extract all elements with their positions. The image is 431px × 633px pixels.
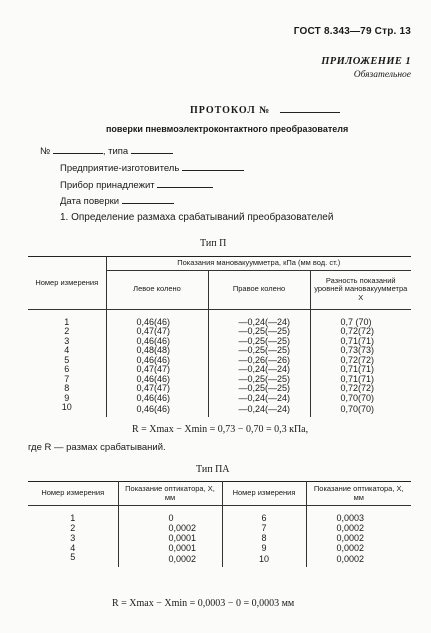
table-cell: 8 [28,384,106,394]
table-cell: 0,0001 [118,534,222,544]
table2-header-measurement-2: Номер измерения [222,482,306,506]
table-cell: 1 [28,309,106,327]
table-cell: —0,25(—25) [208,337,310,347]
number-label: № [40,146,51,157]
appendix-subtitle: Обязательное [353,70,411,80]
table-cell: 4 [28,544,118,554]
protocol-subtitle: поверки пневмоэлектроконтактного преобразователя [106,124,349,134]
table-cell: —0,24(—24) [208,309,310,327]
table1 [28,256,411,417]
table-cell: 7 [28,375,106,385]
form-number-row [40,146,173,157]
table-row [28,553,411,567]
form-date-row [60,196,174,207]
table-cell: 0,70(70) [310,403,411,417]
table2-name: Тип ПА [196,464,230,475]
table-cell: 10 [222,553,306,567]
table-cell: 0,0002 [118,524,222,534]
table-cell: 0,73(73) [310,346,411,356]
table-cell: 0,46(46) [106,337,208,347]
table-cell: —0,24(—24) [208,403,310,417]
table-cell: 2 [28,524,118,534]
table-cell: 0,0002 [306,524,411,534]
table-cell: 0,46(46) [106,403,208,417]
table-cell: 0,71(71) [310,365,411,375]
type-blank [131,152,173,154]
date-label: Дата поверки [60,196,120,207]
table-cell: 8 [222,534,306,544]
table-cell: 0,71(71) [310,375,411,385]
table-row [28,309,411,327]
formula-note: где R — размах срабатываний. [28,442,166,453]
form-owner-row [60,180,213,191]
manufacturer-blank [182,169,244,171]
table-cell: 0,7 (70) [310,309,411,327]
formula-1: R = Xmax − Xmin = 0,73 − 0,70 = 0,3 кПа, [132,424,309,435]
table-cell: —0,25(—25) [208,346,310,356]
table-cell: 0,0002 [306,534,411,544]
table-row [28,403,411,417]
table-cell: 0,47(47) [106,384,208,394]
table-cell: 0,72(72) [310,356,411,366]
table-cell: 4 [28,346,106,356]
table2 [28,481,411,567]
table-cell: 10 [28,403,106,417]
table-row [28,506,411,524]
table-row [28,544,411,554]
table-cell: 0,71(71) [310,337,411,347]
table-cell: 7 [222,524,306,534]
table-cell: 0,0002 [118,553,222,567]
manufacturer-label: Предприятие-изготовитель [60,163,180,174]
table-cell: —0,24(—24) [208,394,310,404]
table-cell: 6 [28,365,106,375]
table-cell: 1 [28,506,118,524]
date-blank [122,202,174,204]
table-cell: 0,0002 [306,544,411,554]
protocol-number-line [280,111,340,113]
table-cell: —0,24(—24) [208,365,310,375]
table-cell: 0,0003 [306,506,411,524]
table-cell: 0,46(46) [106,356,208,366]
table1-name: Тип П [200,238,227,249]
table-cell: 3 [28,534,118,544]
protocol-title [190,105,340,116]
table-cell: 0,47(47) [106,365,208,375]
page-header: ГОСТ 8.343—79 Стр. 13 [293,26,411,37]
table-cell: 0,48(48) [106,346,208,356]
owner-blank [157,186,213,188]
table-row [28,394,411,404]
table-cell: 0,46(46) [106,394,208,404]
table-cell: —0,25(—25) [208,384,310,394]
table-cell: 0,0001 [118,544,222,554]
table-cell: —0,26(—26) [208,356,310,366]
table-cell: —0,25(—25) [208,327,310,337]
table-cell: 0,72(72) [310,327,411,337]
table-cell: 2 [28,327,106,337]
table-cell: 0,0002 [306,553,411,567]
table1-header-right: Правое колено [208,270,310,309]
owner-label: Прибор принадлежит [60,180,155,191]
table2-header-reading-1: Показание оптикатора, X, мм [118,482,222,506]
table-cell: 0,70(70) [310,394,411,404]
table-cell: 0,46(46) [106,375,208,385]
table1-header-diff: Разность показаний уровней мановакуумметра X [310,270,411,309]
table-cell: 0,47(47) [106,327,208,337]
table-cell: 0,46(46) [106,309,208,327]
appendix-title: ПРИЛОЖЕНИЕ 1 [321,56,411,67]
table-cell: 5 [28,553,118,567]
table1-header-measurement: Номер измерения [28,257,106,310]
formula-2: R = Xmax − Xmin = 0,0003 − 0 = 0,0003 мм [112,598,295,609]
protocol-title-text: ПРОТОКОЛ № [190,105,271,116]
table1-header-group: Показания мановакуумметра, кПа (мм вод. ст.) [106,257,411,271]
number-blank [53,152,103,154]
table-cell: 6 [222,506,306,524]
table2-header-measurement-1: Номер измерения [28,482,118,506]
table2-header-reading-2: Показание оптикатора, X, мм [306,482,411,506]
section-title: 1. Определение размаха срабатываний преобразователей [60,212,334,223]
table-cell: 9 [222,544,306,554]
table-cell: 0,72(72) [310,384,411,394]
table1-header-left: Левое колено [106,270,208,309]
form-manufacturer-row [60,163,244,174]
table-cell: —0,25(—25) [208,375,310,385]
table-cell: 5 [28,356,106,366]
table-cell: 3 [28,337,106,347]
type-label: , типа [102,146,129,157]
table-cell: 9 [28,394,106,404]
table-cell: 0 [118,506,222,524]
